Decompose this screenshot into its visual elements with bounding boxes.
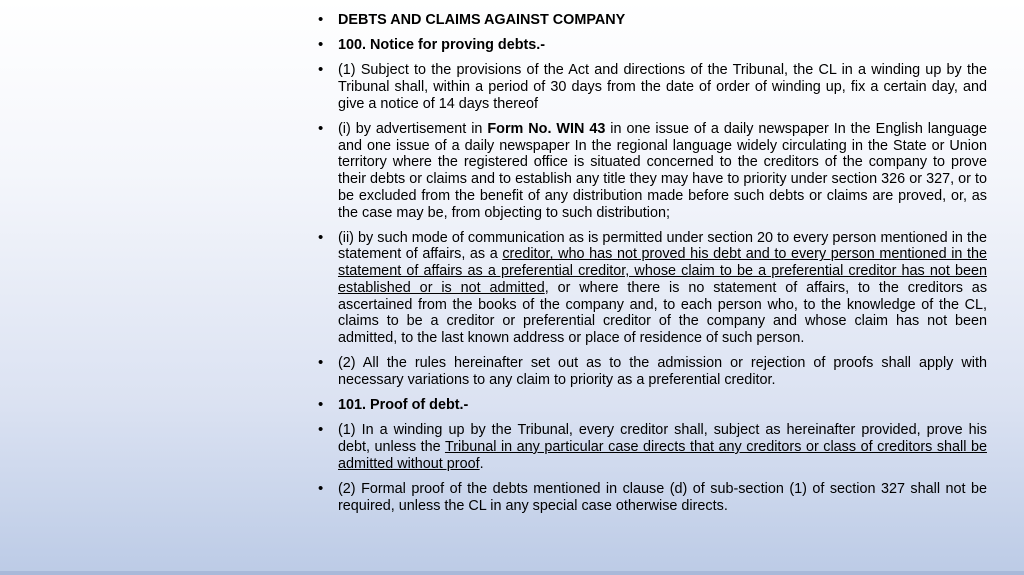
bullet-rule-101-2 bbox=[318, 481, 987, 514]
text-segment: (ii) by such mode of communication as is permitted under section 20 to every person mentioned in the statement of affairs, as a bbox=[338, 229, 987, 263]
text-segment: 101. Proof of debt.- bbox=[338, 397, 469, 414]
bullet-rule-100-2 bbox=[318, 355, 987, 388]
text-segment: , or where there is no statement of affairs, to the creditors as ascertained from the books of the company and, to each person who, to the knowledge of the CL, claims to be a creditor or preferential creditor of the company and whose claim has not been admitted, to the last known address or place of residence of such person. bbox=[338, 279, 988, 346]
text-segment: DEBTS AND CLAIMS AGAINST COMPANY bbox=[338, 12, 626, 28]
bullet-rule-100-1 bbox=[318, 62, 987, 112]
text-segment: (2) All the rules hereinafter set out as to the admission or rejection of proofs shall apply with necessary variations to any claim to priority as a preferential creditor. bbox=[338, 355, 987, 388]
text-segment: (1) In a winding up by the Tribunal, every creditor shall, subject as hereinafter provided, prove his debt, unless the bbox=[338, 422, 987, 455]
bullet-list bbox=[318, 12, 987, 523]
bullet-rule-100-1-i bbox=[318, 121, 987, 221]
bullet-rule-100-1-ii bbox=[318, 230, 987, 347]
text-segment: (2) Formal proof of the debts mentioned in clause (d) of sub-section (1) of section 327 shall not be required, unless the CL in any special case otherwise directs. bbox=[338, 480, 987, 514]
text-segment: Form No. WIN 43 bbox=[487, 121, 606, 138]
text-segment: in one issue of a daily newspaper In the English language and one issue of a daily newspaper In the regional language widely circulating in the State or Union territory where the registered office is situated concerned to the creditors of the company to prove their debts or claims and to establish any title they may have to priority under section 326 or 327, or to be excluded from the benefit of any distribution made before such debts or claims are proved, or, as the case may be, from objecting to such distribution; bbox=[338, 121, 987, 221]
bullet-heading-debts-claims bbox=[318, 12, 987, 29]
text-segment: . bbox=[479, 455, 484, 472]
bottom-bar bbox=[0, 571, 1024, 575]
text-segment: Tribunal in any particular case directs that any creditors or class of creditors shall be admitted without proof bbox=[338, 438, 987, 472]
bullet-heading-rule-100 bbox=[318, 37, 987, 54]
text-segment: creditor, who has not proved his debt and to every person mentioned in the statement of affairs as a preferential creditor, whose claim to be a preferential creditor has not been established or is not admitted bbox=[338, 246, 987, 296]
bullet-rule-101-1 bbox=[318, 422, 987, 472]
text-segment: (i) by advertisement in bbox=[338, 121, 488, 138]
text-segment: 100. Notice for proving debts.- bbox=[338, 37, 546, 54]
text-segment: (1) Subject to the provisions of the Act and directions of the Tribunal, the CL in a winding up by the Tribunal shall, within a period of 30 days from the date of order of winding up, fix a certain day, and give a notice of 14 days thereof bbox=[338, 62, 987, 112]
bullet-heading-rule-101 bbox=[318, 397, 987, 414]
